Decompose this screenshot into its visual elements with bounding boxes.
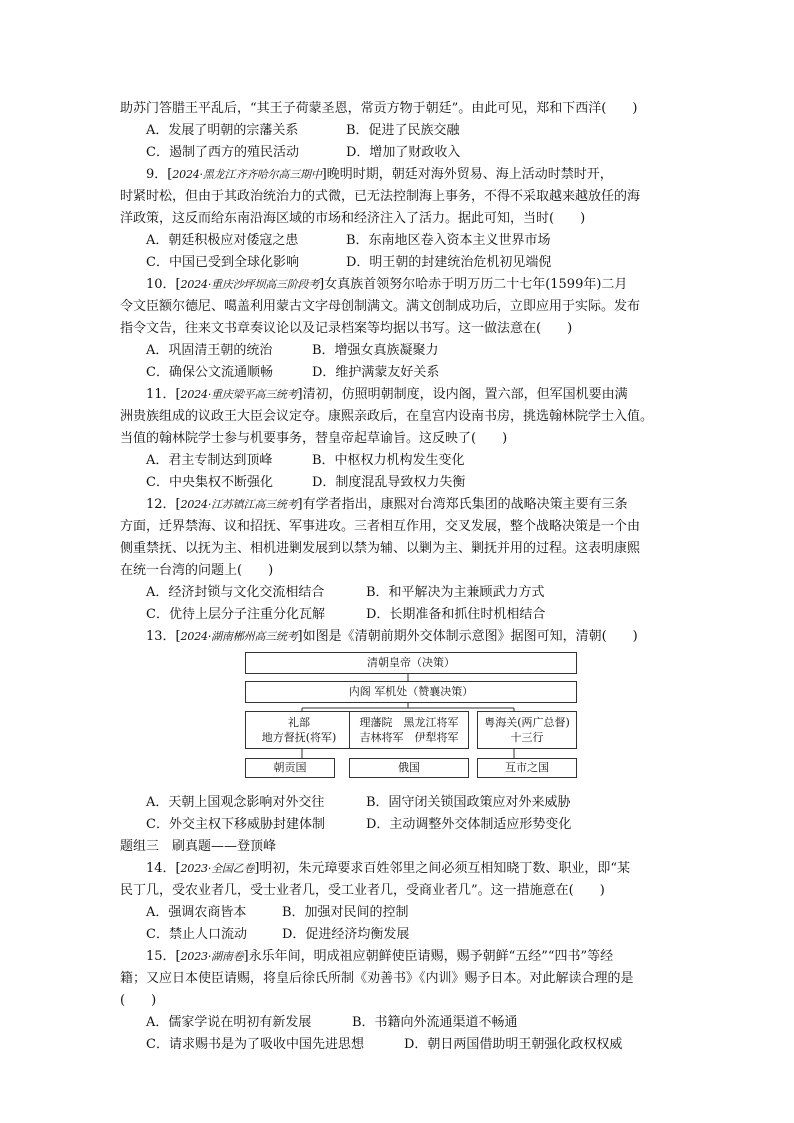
q14-option-a[interactable]: A．强调农商皆本	[146, 905, 247, 920]
diagram-box-trading-nations: 互市之国	[477, 758, 577, 778]
q8-options-row2	[120, 142, 676, 164]
q15-stem-line3: ( )	[120, 993, 157, 1008]
q12-stem-line2: 方面，迁界禁海、议和招抚、军事进攻。三者相互作用，交叉发展，整个战略决策是一个由	[120, 519, 641, 534]
q8-option-b[interactable]: B．促进了民族交融	[346, 123, 460, 138]
q11-option-c[interactable]: C．中央集权不断强化	[146, 475, 273, 490]
q10-options-row1	[120, 340, 676, 362]
q11-option-b[interactable]: B．中枢权力机构发生变化	[312, 453, 465, 468]
q10-source: 2024·重庆沙坪坝高三阶段考	[180, 278, 320, 291]
exam-page	[120, 98, 676, 1056]
q10-option-d[interactable]: D．维护满蒙友好关系	[312, 365, 440, 380]
q13-options-row1	[120, 792, 676, 814]
q13-option-a[interactable]: A．天朝上国观念影响对外交往	[146, 795, 325, 810]
q10-option-a[interactable]: A．巩固清王朝的统治	[146, 343, 273, 358]
q13-source: 2024·湖南郴州高三统考	[180, 630, 298, 643]
q10-option-b[interactable]: B．增强女真族凝聚力	[312, 343, 439, 358]
q8-option-c[interactable]: C．遏制了西方的殖民活动	[146, 145, 299, 160]
q15-option-a[interactable]: A．儒家学说在明初有新发展	[146, 1015, 312, 1030]
q13-stem-line1: 13．[2024·湖南郴州高三统考]如图是《清朝前期外交体制示意图》据图可知，清朝( )	[146, 629, 638, 644]
q9-options-row1	[120, 230, 676, 252]
q9-stem-line2: 时紧时松，但由于其政治统治力的式微，已无法控制海上事务，不得不采取越来越放任的海	[120, 189, 641, 204]
q10-options-row2	[120, 362, 676, 384]
q13-option-d[interactable]: D．主动调整外交体制适应形势变化	[366, 817, 572, 832]
diagram-box-customs: 粤海关(两广总督) 十三行	[477, 711, 577, 749]
q10-option-c[interactable]: C．确保公文流通顺畅	[146, 365, 273, 380]
q9-options-row2	[120, 252, 676, 274]
diagram-box-russia: 俄国	[349, 758, 469, 778]
q10-stem-line3: 指令文告，往来文书章奏议论以及记录档案等均据以书写。这一做法意在( )	[120, 321, 573, 336]
q14-source: 2023·全国乙卷	[180, 862, 255, 875]
q10-stem-line2: 令文臣额尔德尼、噶盖利用蒙古文字母创制满文。满文创制成功后，立即应用于实际。发布	[120, 299, 641, 314]
q11-options-row1	[120, 450, 676, 472]
q12-source: 2024·江苏镇江高三统考	[180, 498, 298, 511]
q15-option-c[interactable]: C．请求赐书是为了吸收中国先进思想	[146, 1037, 364, 1052]
q12-option-a[interactable]: A．经济封锁与文化交流相结合	[146, 585, 325, 600]
q8-option-d[interactable]: D．增加了财政收入	[346, 145, 461, 160]
q15-source: 2023·湖南卷	[180, 950, 244, 963]
diagram-box-ministry-of-rites: 礼部 地方督抚(将军)	[245, 711, 353, 749]
q14-option-c[interactable]: C．禁止人口流动	[146, 927, 247, 942]
q11-option-a[interactable]: A．君主专制达到顶峰	[146, 453, 273, 468]
diagram-box-lifanyuan: 理藩院 黑龙江将军 吉林将军 伊犁将军	[349, 711, 469, 749]
diagram-box-emperor: 清朝皇帝（决策）	[245, 652, 577, 674]
q14-option-d[interactable]: D．促进经济均衡发展	[282, 927, 410, 942]
q9-option-b[interactable]: B．东南地区卷入资本主义世界市场	[346, 233, 551, 248]
q15-options-row2	[120, 1034, 676, 1056]
q15-stem-line1: 15．[2023·湖南卷]永乐年间，明成祖应朝鲜使臣请赐，赐予朝鲜“五经”“四书”等经	[146, 949, 614, 964]
q15-option-d[interactable]: D．朝日两国借助明王朝强化政权权威	[404, 1037, 623, 1052]
q8-stem-tail: 助苏门答腊王平乱后，“其王子荷蒙圣恩，常贡方物于朝廷”。由此可见，郑和下西洋( )	[120, 101, 638, 116]
q15-option-b[interactable]: B．书籍向外流通渠道不畅通	[352, 1015, 518, 1030]
q14-stem-line1: 14．[2023·全国乙卷]明初，朱元璋要求百姓邻里之间必须互相知晓丁数、职业，即“某	[146, 861, 631, 876]
q14-option-b[interactable]: B．加强对民间的控制	[282, 905, 409, 920]
q9-source: 2024·黑龙江齐齐哈尔高三期中	[172, 168, 322, 181]
q9-option-c[interactable]: C．中国已受到全球化影响	[146, 255, 299, 270]
q11-option-d[interactable]: D．制度混乱导致权力失衡	[312, 475, 466, 490]
q13-option-c[interactable]: C．外交主权下移威胁封建体制	[146, 817, 325, 832]
diagram-box-tributary-states: 朝贡国	[245, 758, 335, 778]
q9-option-a[interactable]: A．朝廷积极应对倭寇之患	[146, 233, 299, 248]
q12-option-b[interactable]: B．和平解决为主兼顾武力方式	[366, 585, 545, 600]
q13-option-b[interactable]: B．固守闭关锁国政策应对外来威胁	[366, 795, 571, 810]
q14-options-row2	[120, 924, 676, 946]
q13-options-row2	[120, 814, 676, 836]
q11-stem-line2: 洲贵族组成的议政王大臣会议定夺。康熙亲政后，在皇宫内设南书房，挑选翰林院学士入值。	[120, 409, 654, 424]
q8-option-a[interactable]: A．发展了明朝的宗藩关系	[146, 123, 299, 138]
diagram-box-cabinet: 内阁 军机处（赞襄决策）	[245, 681, 577, 703]
q15-options-row1	[120, 1012, 676, 1034]
q12-option-d[interactable]: D．长期准备和抓住时机相结合	[366, 607, 546, 622]
q11-stem-line1: 11．[2024·重庆梁平高三统考]清初，仿照明朝制度，设内阁，置六部，但军国机要由满	[146, 387, 628, 402]
q9-stem-line3: 洋政策，这反而给东南沿海区域的市场和经济注入了活力。据此可知，当时( )	[120, 211, 586, 226]
q15-stem-line2: 籍；又应日本使臣请赐，将皇后徐氏所制《劝善书》《内训》赐予日本。对此解读合理的是	[120, 971, 634, 986]
q9-option-d[interactable]: D．明王朝的封建统治危机初见端倪	[346, 255, 552, 270]
q14-stem-line2: 民丁几，受农业者几，受士业者几，受工业者几，受商业者几”。这一措施意在( )	[120, 883, 605, 898]
q12-options-row1	[120, 582, 676, 604]
q12-stem-line4: 在统一台湾的问题上( )	[120, 563, 274, 578]
q14-options-row1	[120, 902, 676, 924]
q12-option-c[interactable]: C．优待上层分子注重分化瓦解	[146, 607, 325, 622]
q12-stem-line3: 侧重禁抚、以抚为主、相机进剿发展到以禁为辅、以剿为主、剿抚并用的过程。这表明康熙	[120, 541, 641, 556]
q8-options-row1	[120, 120, 676, 142]
q11-stem-line3: 当值的翰林院学士参与机要事务，替皇帝起草谕旨。这反映了( )	[120, 431, 508, 446]
q12-stem-line1: 12．[2024·江苏镇江高三统考]有学者指出，康熙对台湾郑氏集团的战略决策主要有三条	[146, 497, 628, 512]
q11-source: 2024·重庆梁平高三统考	[180, 388, 298, 401]
q9-stem-line1: 9．[2024·黑龙江齐齐哈尔高三期中]晚明时期，朝廷对海外贸易、海上活动时禁时开，	[146, 167, 613, 182]
q12-options-row2	[120, 604, 676, 626]
q11-options-row2	[120, 472, 676, 494]
foreign-relations-diagram	[120, 652, 676, 786]
section-heading-group3: 题组三 刷真题——登顶峰	[120, 839, 277, 854]
q10-stem-line1: 10．[2024·重庆沙坪坝高三阶段考]女真族首领努尔哈赤于明万历二十七年(1599年)二月	[146, 277, 628, 292]
